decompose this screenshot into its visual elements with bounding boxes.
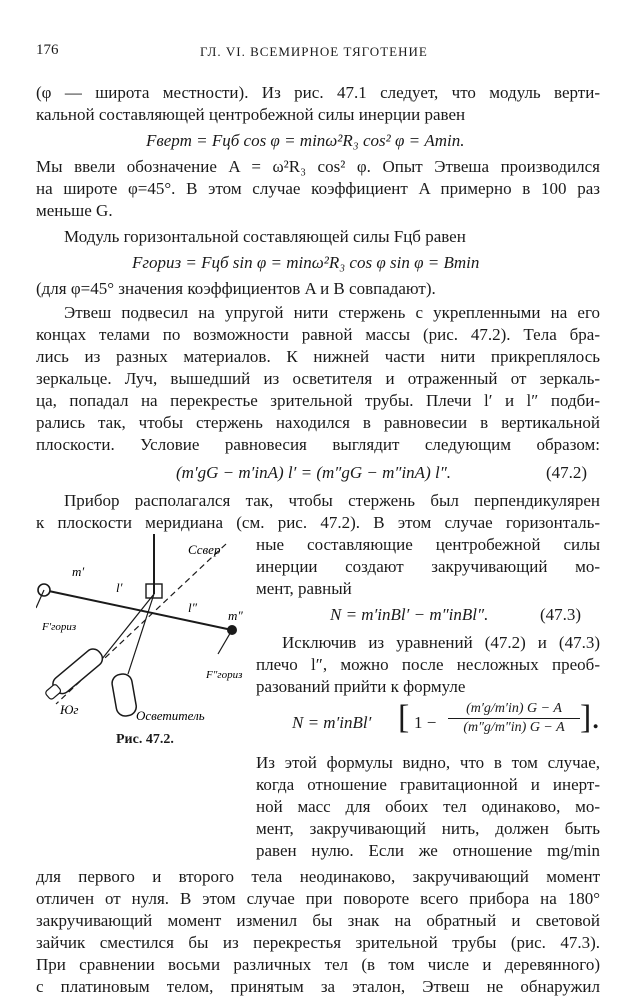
text-line: для первого и второго тела неодинаково, закручивающий момент xyxy=(36,867,600,886)
label-F2: F″гориз xyxy=(206,669,243,681)
running-title: ГЛ. VI. ВСЕМИРНОЕ ТЯГОТЕНИЕ xyxy=(200,44,428,59)
equation-one-minus: 1 − xyxy=(414,713,437,732)
text-line: плечо l″, можно после несложных преоб- xyxy=(256,655,600,674)
text-line: к плоскости меридиана (см. рис. 47.2). В этом случае горизонталь- xyxy=(36,513,600,532)
text-line: отличен от нуля. В этом случае при повороте всего прибора на 180° xyxy=(36,889,600,908)
telescope xyxy=(42,646,106,703)
text-line: рались так, чтобы стержень находился в равновесии в вертикальной xyxy=(36,413,600,432)
label-south: Юг xyxy=(60,702,79,717)
text-line: Исключив из уравнений (47.2) и (47.3) xyxy=(282,633,600,652)
text-line: когда отношение гравитационной и инерт- xyxy=(256,775,600,794)
equation-fraction xyxy=(448,700,580,737)
text-line: равен нулю. Если же отношение mg/min xyxy=(256,841,600,860)
figure-47-2 xyxy=(36,534,250,726)
equation-bracket: [ xyxy=(398,699,410,736)
label-m1: m′ xyxy=(72,564,85,579)
label-north: Ссвер xyxy=(188,542,221,557)
text-line: При сравнении восьми различных тел (в том числе и деревянного) xyxy=(36,955,600,974)
equation-number: (47.3) xyxy=(540,605,582,624)
text-line: мент, закручивающий нить, должен быть xyxy=(256,819,600,838)
equation-vertical-force: Fверт = Fцб cos φ = minω²R₃ cos² φ = Amin. xyxy=(146,131,465,150)
text-line: лись из разных материалов. К нижней части нити прикреплялось xyxy=(36,347,600,366)
label-l2: l″ xyxy=(188,600,198,615)
text-line: Мы ввели обозначение A = ω²R₃ cos² φ. Опыт Этвеша производился xyxy=(36,157,600,176)
page-number: 176 xyxy=(36,42,59,58)
text-line: ные составляющие центробежной силы xyxy=(256,535,600,554)
text-line: меньше G. xyxy=(36,201,113,220)
force-arrow-right xyxy=(218,630,232,654)
label-illuminator: Осветитель xyxy=(136,708,205,723)
text-line: инерции создают закручивающий мо- xyxy=(256,557,600,576)
equation-number: (47.2) xyxy=(546,463,588,482)
text-line: зайчик сместился бы из перекрестья зрительной трубы (рис. 47.3). xyxy=(36,933,600,952)
text-line: закручивающий момент изменил бы знак на обратный и световой xyxy=(36,911,600,930)
text-line: зеркальце. Луч, вышедший из осветителя и отраженный от зеркаль- xyxy=(36,369,600,388)
equation-bracket-close: ]. xyxy=(580,699,600,736)
text-line: концах телами по возможности равной массы (рис. 47.2). Тела бра- xyxy=(36,325,600,344)
fraction-numerator: (m′g/m′in) G − A xyxy=(448,700,580,719)
label-F1: F′гориз xyxy=(42,621,77,633)
text-line: кальной составляющей центробежной силы инерции равен xyxy=(36,105,466,124)
equation-horizontal-force: Fгориз = Fцб sin φ = minω²R₃ cos φ sin φ = Bmin xyxy=(132,253,480,272)
text-line: с платиновым телом, принятым за эталон, Этвеш не обнаружил xyxy=(36,977,600,996)
text-line: на широте φ=45°. В этом случае коэффициент A примерно в 100 раз xyxy=(36,179,600,198)
text-line: Модуль горизонтальной составляющей силы Fцб равен xyxy=(64,227,466,246)
text-line: Из этой формулы видно, что в том случае, xyxy=(256,753,600,772)
figure-caption: Рис. 47.2. xyxy=(116,732,174,747)
text-line: разований прийти к формуле xyxy=(256,677,466,696)
incident-ray xyxy=(128,594,154,674)
label-m2: m″ xyxy=(228,608,243,623)
text-line: Прибор располагался так, чтобы стержень был перпендикулярен xyxy=(64,491,600,510)
fraction-denominator: (m″g/m″in) G − A xyxy=(463,720,565,735)
equation-moment: N = m′inBl′ − m″inBl″. xyxy=(330,605,489,624)
text-line: ной масс для обоих тел одинаково, мо- xyxy=(256,797,600,816)
text-line: мент, равный xyxy=(256,579,352,598)
text-line: ца, попадал на перекрестье зрительной трубы. Плечи l′ и l″ подби- xyxy=(36,391,600,410)
equation-final-left: N = m′inBl′ xyxy=(292,713,372,732)
text-line: Этвеш подвесил на упругой нити стержень с укрепленными на его xyxy=(64,303,600,322)
text-line: (φ — широта местности). Из рис. 47.1 следует, что модуль верти- xyxy=(36,83,600,102)
equation-equilibrium: (m′gG − m′inA) l′ = (m″gG − m″inA) l″. xyxy=(176,463,452,482)
illuminator xyxy=(111,673,138,718)
text-line: (для φ=45° значения коэффициентов A и B совпадают). xyxy=(36,279,436,298)
reflected-ray xyxy=(98,594,154,664)
label-l1: l′ xyxy=(116,580,123,595)
text-line: плоскости. Условие равновесия выглядит следующим образом: xyxy=(36,435,600,454)
